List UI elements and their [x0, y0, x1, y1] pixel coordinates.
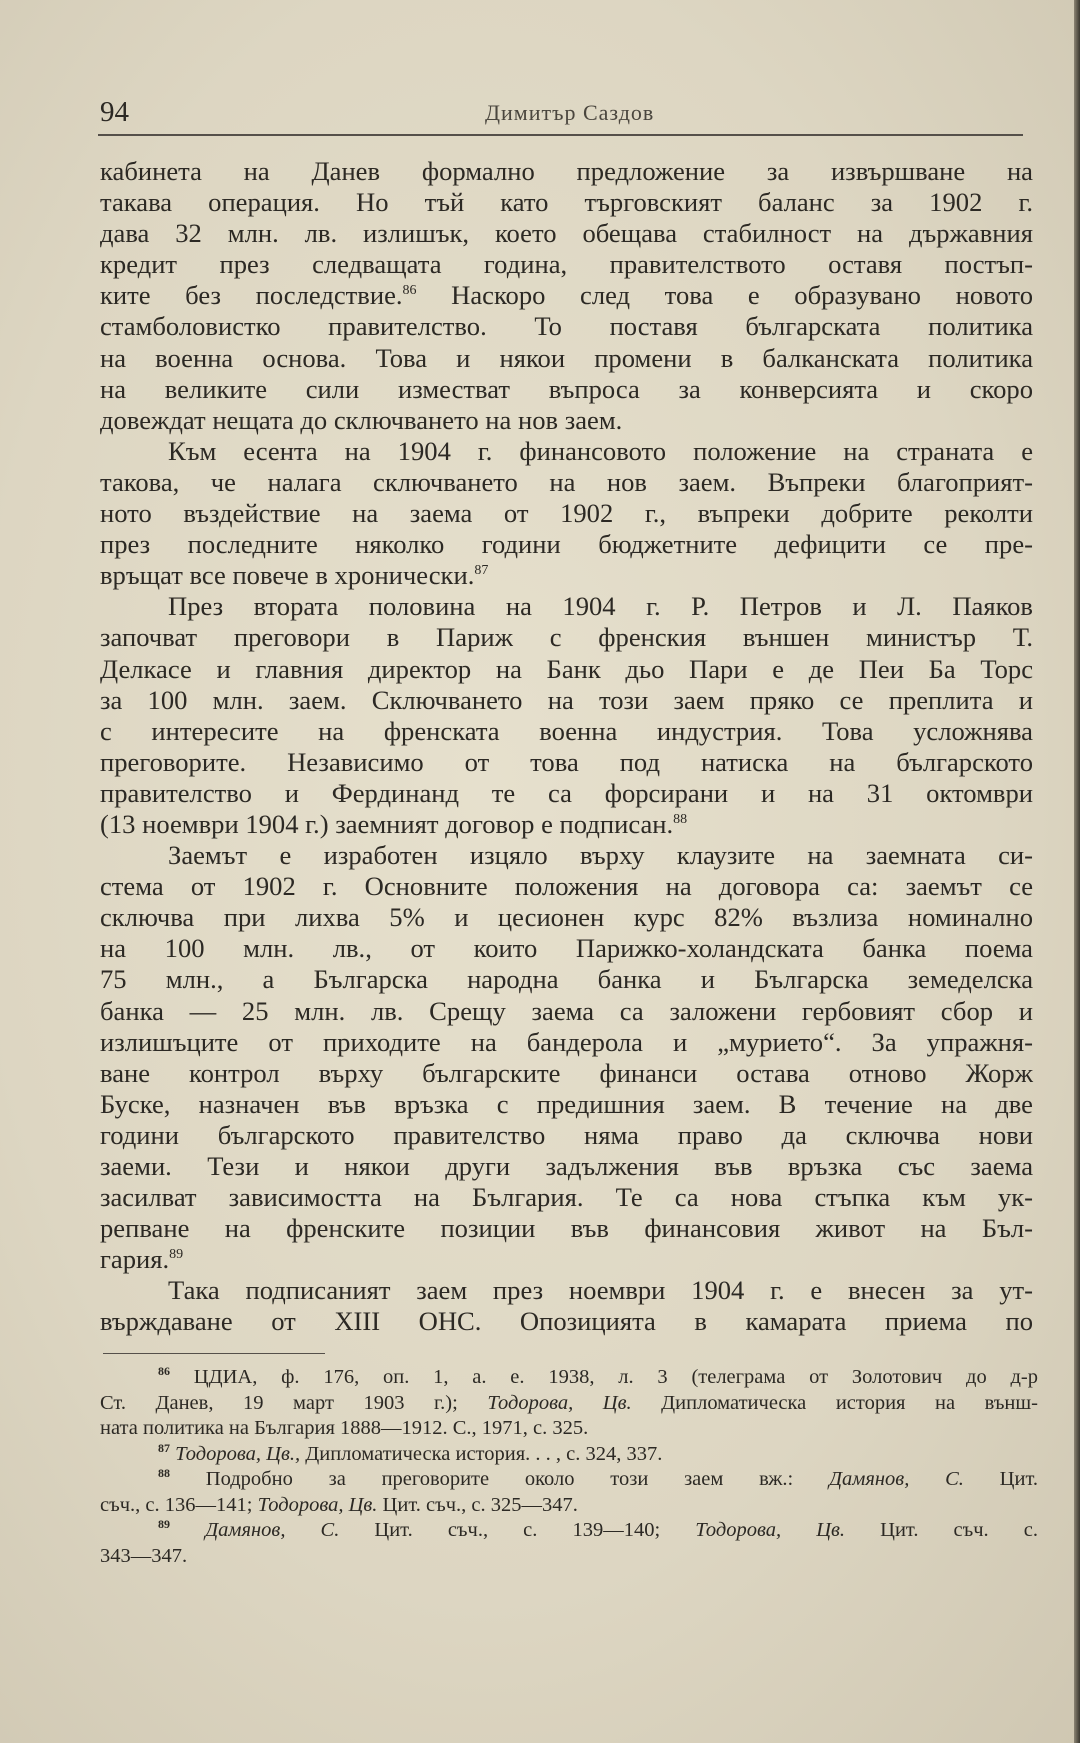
footnote-author: Тодорова, Цв. [487, 1391, 632, 1414]
footnote-text: Ст. Данев, 19 март 1903 г.); [100, 1391, 488, 1414]
footnote-88 [100, 1467, 1038, 1518]
text-line: преговорите. Независимо от това под натиска на българското [100, 746, 1033, 777]
text-line: Към есента на 1904 г. финансовото положение на страната е [168, 435, 1033, 466]
text-line: заеми. Тези и някои други задължения във връзка със заема [100, 1151, 1033, 1181]
text-line: ване контрол върху българските финанси остава отново Жорж [100, 1057, 1033, 1088]
text-line: ното въздействие на заема от 1902 г., въпреки добрите реколти [100, 498, 1033, 529]
text-line: репване на френските позиции във финансовия живот на Бъл- [100, 1213, 1033, 1244]
header-rule [98, 134, 1023, 136]
page-edge-shadow [1074, 0, 1080, 1743]
footnote-author: Тодорова, Цв. [257, 1493, 378, 1516]
footnote-mark: 87 [158, 1440, 170, 1455]
footnote-text: Цит. [963, 1468, 1038, 1490]
page-header [98, 92, 1023, 132]
footnote-text: ЦДИА, ф. 176, оп. 1, а. е. 1938, л. 3 (телеграма от Золотович до д-р [193, 1366, 1038, 1388]
text-segment: ките без последствие. [100, 280, 403, 311]
text-line: на 100 млн. лв., от които Парижко-холандската банка поема [100, 933, 1033, 964]
paragraph-1 [100, 156, 1033, 436]
text-line: години българското правителство няма право да сключва нови [100, 1119, 1033, 1150]
text-line: за 100 млн. заем. Сключването на този заем пряко се преплита и [100, 684, 1033, 715]
paragraph-4 [100, 840, 1033, 1275]
text-segment: (13 ноември 1904 г.) заемният договор е подписан. [100, 808, 674, 839]
paragraph-5 [100, 1275, 1033, 1337]
footnote-text: Дипломатическа история на външ- [631, 1391, 1038, 1414]
footnote-author: Тодорова, Цв., [175, 1442, 301, 1465]
footnote-author: Дамянов, С. [205, 1519, 340, 1541]
text-line: Делкасе и главния директор на Банк дьо Пари е де Пеи Ба Торс [100, 653, 1033, 684]
text-line [100, 809, 1033, 840]
footnote-text: Подробно за преговорите около този заем вж.: [205, 1468, 829, 1490]
text-line: излишъците от приходите на бандерола и „мурието“. За упражня- [100, 1026, 1033, 1057]
text-line: дава 32 млн. лв. излишък, което обещава стабилност на държавния [100, 218, 1033, 249]
footnote-89 [100, 1518, 1038, 1569]
text-line: банка — 25 млн. лв. Срещу заема са заложени гербовият сбор и [100, 995, 1033, 1026]
text-line: засилват зависимостта на България. Те са нова стъпка към ук- [100, 1182, 1033, 1213]
footnote-ref-87[interactable]: 87 [474, 563, 489, 579]
footnote-text: Дипломатическа история. . . , с. 324, 337. [300, 1442, 663, 1465]
text-line: правителство и Фердинанд те са форсирани и на 31 октомври [100, 777, 1033, 808]
footnote-text: Цит. съч. с. [845, 1519, 1038, 1541]
text-line: на великите сили изместват въпроса за конверсията и скоро [100, 373, 1033, 404]
footnote-author: Тодорова, Цв. [695, 1519, 846, 1541]
text-line: такова, че налага сключването на нов заем. Въпреки благоприят- [100, 466, 1033, 497]
footnote-line: 343—347. [100, 1544, 188, 1567]
text-line: През втората половина на 1904 г. Р. Петров и Л. Паяков [168, 591, 1033, 622]
footnote-line [100, 1518, 1038, 1544]
footnotes [100, 1365, 1038, 1569]
text-line: на военна основа. Това и някои промени в балканската политика [100, 342, 1033, 373]
text-line: Буске, назначен във връзка с предишния заем. В течение на две [100, 1088, 1033, 1119]
text-line: Така подписаният заем през ноември 1904 г. е внесен за ут- [168, 1275, 1033, 1306]
body-text [100, 156, 1033, 1338]
text-line: 75 млн., а Българска народна банка и Българска земеделска [100, 964, 1033, 995]
text-line: кабинета на Данев формално предложение за извършване на [100, 156, 1033, 186]
footnote-line [100, 1493, 1038, 1519]
footnote-ref-86[interactable]: 86 [402, 283, 417, 299]
text-segment: гария. [100, 1244, 170, 1275]
text-line: стема от 1902 г. Основните положения на договора са: заемът се [100, 871, 1033, 902]
text-segment: Наскоро след това е образувано новото [416, 280, 1034, 311]
text-line: стамболовистко правителство. То поставя българската политика [100, 311, 1033, 342]
footnote-line [100, 1467, 1038, 1493]
footnote-86 [100, 1365, 1038, 1442]
text-line: такава операция. Но тъй като търговският баланс за 1902 г. [100, 187, 1033, 218]
footnote-text: Цит. съч., с. 139—140; [339, 1519, 696, 1541]
footnote-ref-89[interactable]: 89 [169, 1247, 184, 1263]
footnote-mark: 89 [158, 1517, 170, 1531]
text-line: през последните няколко години бюджетните дефицити се пре- [100, 529, 1033, 560]
text-line [100, 280, 1033, 311]
text-line [100, 560, 1033, 591]
text-line: с интересите на френската военна индустрия. Това усложнява [100, 715, 1033, 746]
footnote-text: съч., с. 136—141; [100, 1493, 258, 1516]
text-line: Заемът е изработен изцяло върху клаузите на заемната си- [168, 840, 1033, 871]
footnote-mark: 86 [158, 1364, 170, 1378]
footnote-line [100, 1442, 1038, 1468]
footnote-ref-88[interactable]: 88 [673, 811, 688, 827]
paragraph-2 [100, 436, 1033, 591]
footnote-mark: 88 [158, 1466, 170, 1480]
page-number: 94 [100, 96, 129, 128]
text-line: върждаване от XIII ОНС. Опозицията в камарата приема по [100, 1306, 1033, 1337]
footnote-87 [100, 1442, 1038, 1468]
footnote-author: Дамянов, С. [828, 1468, 964, 1490]
text-line [100, 1244, 1033, 1275]
text-line: сключва при лихва 5% и цесионен курс 82% възлиза номинално [100, 902, 1033, 933]
footnote-rule [103, 1353, 325, 1354]
paragraph-3 [100, 591, 1033, 840]
text-line: започват преговори в Париж с френския външен министър Т. [100, 622, 1033, 653]
footnote-line [100, 1391, 1038, 1417]
footnote-line: ната политика на България 1888—1912. С., 1971, с. 325. [100, 1417, 589, 1439]
footnote-text: Цит. съч., с. 325—347. [377, 1493, 578, 1516]
running-head: Димитър Саздов [485, 100, 655, 125]
footnote-line [100, 1365, 1038, 1391]
text-line: кредит през следващата година, правителството оставя постъп- [100, 249, 1033, 280]
text-line: довеждат нещата до сключването на нов заем. [100, 404, 623, 435]
text-segment: връщат все повече в хронически. [100, 560, 475, 591]
